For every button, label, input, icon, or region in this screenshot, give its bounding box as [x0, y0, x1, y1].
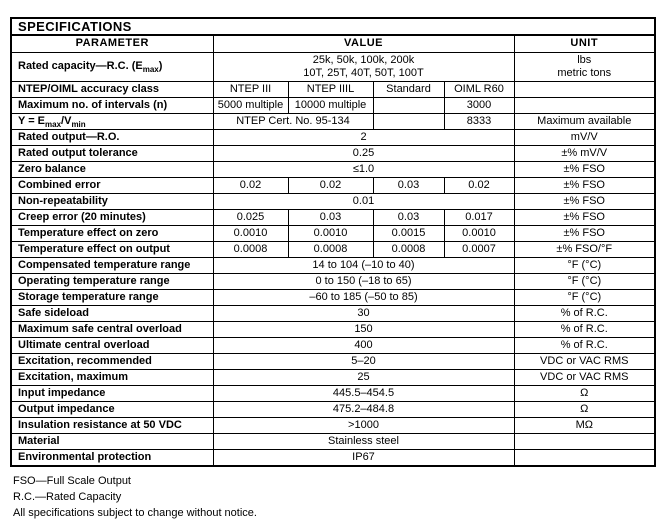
- value-cell: 0.0010: [444, 225, 514, 241]
- value-cell: 0.03: [373, 177, 444, 193]
- footnote-line: R.C.—Rated Capacity: [13, 490, 122, 503]
- parameter-cell: Zero balance: [11, 161, 213, 177]
- value-cell: 0.0015: [373, 225, 444, 241]
- value-cell: 5000 multiple: [213, 97, 288, 113]
- value-cell: 14 to 104 (–10 to 40): [213, 257, 514, 273]
- unit-cell: [514, 81, 655, 97]
- unit-cell: % of R.C.: [514, 321, 655, 337]
- table-title: SPECIFICATIONS: [11, 18, 655, 35]
- value-cell: 0.0008: [288, 241, 373, 257]
- unit-cell: ±% FSO/°F: [514, 241, 655, 257]
- table-row: [11, 145, 655, 161]
- parameter-cell: NTEP/OIML accuracy class: [11, 81, 213, 97]
- value-cell: 3000: [444, 97, 514, 113]
- specifications-table: [10, 17, 656, 467]
- value-cell: 0.03: [373, 209, 444, 225]
- unit-cell: lbs metric tons: [514, 52, 655, 81]
- table-row: [11, 273, 655, 289]
- value-cell: IP67: [213, 449, 514, 466]
- value-cell: 400: [213, 337, 514, 353]
- value-cell: 0.0008: [213, 241, 288, 257]
- value-cell: 0.025: [213, 209, 288, 225]
- value-cell: 0.017: [444, 209, 514, 225]
- table-row: [11, 81, 655, 97]
- parameter-cell: Ultimate central overload: [11, 337, 213, 353]
- table-row: [11, 209, 655, 225]
- value-cell: Stainless steel: [213, 433, 514, 449]
- value-cell: 0.25: [213, 145, 514, 161]
- unit-cell: °F (°C): [514, 273, 655, 289]
- parameter-cell: Non-repeatability: [11, 193, 213, 209]
- unit-cell: % of R.C.: [514, 337, 655, 353]
- table-row: [11, 177, 655, 193]
- table-row: [11, 289, 655, 305]
- table-row: [11, 113, 655, 129]
- value-cell: 0.0010: [288, 225, 373, 241]
- parameter-cell: Maximum no. of intervals (n): [11, 97, 213, 113]
- table-row: [11, 161, 655, 177]
- value-cell: 10000 multiple: [288, 97, 373, 113]
- column-header-parameter: PARAMETER: [11, 35, 213, 52]
- unit-cell: Ω: [514, 385, 655, 401]
- unit-cell: ±% FSO: [514, 225, 655, 241]
- table-row: [11, 433, 655, 449]
- value-cell: NTEP III: [213, 81, 288, 97]
- value-cell: OIML R60: [444, 81, 514, 97]
- footnote-line: All specifications subject to change without notice.: [13, 506, 257, 519]
- column-header-value: VALUE: [213, 35, 514, 52]
- value-cell: 0.02: [288, 177, 373, 193]
- value-cell: 0.01: [213, 193, 514, 209]
- parameter-cell: Excitation, recommended: [11, 353, 213, 369]
- value-cell: 475.2–484.8: [213, 401, 514, 417]
- parameter-cell: Operating temperature range: [11, 273, 213, 289]
- value-cell: 0.02: [213, 177, 288, 193]
- table-row: [11, 385, 655, 401]
- table-row: [11, 401, 655, 417]
- value-cell: 0.0008: [373, 241, 444, 257]
- table-row: [11, 449, 655, 466]
- parameter-cell: Rated output—R.O.: [11, 129, 213, 145]
- value-cell: ≤1.0: [213, 161, 514, 177]
- unit-cell: [514, 433, 655, 449]
- value-cell: 0.0010: [213, 225, 288, 241]
- table-row: [11, 321, 655, 337]
- value-cell: Standard: [373, 81, 444, 97]
- parameter-cell: Creep error (20 minutes): [11, 209, 213, 225]
- unit-cell: ±% FSO: [514, 193, 655, 209]
- unit-cell: ±% FSO: [514, 177, 655, 193]
- value-cell: 30: [213, 305, 514, 321]
- parameter-cell: Input impedance: [11, 385, 213, 401]
- unit-cell: VDC or VAC RMS: [514, 353, 655, 369]
- value-cell: 0.03: [288, 209, 373, 225]
- value-cell: >1000: [213, 417, 514, 433]
- table-row: [11, 369, 655, 385]
- value-cell: 2: [213, 129, 514, 145]
- unit-cell: Maximum available: [514, 113, 655, 129]
- table-row: [11, 52, 655, 81]
- value-cell: NTEP IIIL: [288, 81, 373, 97]
- parameter-cell: Rated capacity—R.C. $(E_{max})$: [11, 52, 213, 81]
- unit-cell: Ω: [514, 401, 655, 417]
- parameter-cell: Compensated temperature range: [11, 257, 213, 273]
- value-cell: –60 to 185 (–50 to 85): [213, 289, 514, 305]
- parameter-cell: Temperature effect on zero: [11, 225, 213, 241]
- unit-cell: [514, 97, 655, 113]
- table-title-row: [11, 18, 655, 35]
- unit-cell: [514, 449, 655, 466]
- value-cell: [373, 97, 444, 113]
- parameter-cell: Excitation, maximum: [11, 369, 213, 385]
- value-cell: 150: [213, 321, 514, 337]
- table-row: [11, 129, 655, 145]
- unit-cell: mV/V: [514, 129, 655, 145]
- footnotes: [13, 473, 667, 519]
- unit-cell: MΩ: [514, 417, 655, 433]
- value-cell: 0 to 150 (–18 to 65): [213, 273, 514, 289]
- parameter-cell: Material: [11, 433, 213, 449]
- table-row: [11, 353, 655, 369]
- table-row: [11, 417, 655, 433]
- value-cell: NTEP Cert. No. 95-134: [213, 113, 373, 129]
- unit-cell: °F (°C): [514, 257, 655, 273]
- value-cell: 8333: [444, 113, 514, 129]
- table-row: [11, 305, 655, 321]
- column-header-row: [11, 35, 655, 52]
- table-row: [11, 241, 655, 257]
- unit-cell: % of R.C.: [514, 305, 655, 321]
- unit-cell: ±% mV/V: [514, 145, 655, 161]
- value-cell: 445.5–454.5: [213, 385, 514, 401]
- value-cell: 25k, 50k, 100k, 200k 10T, 25T, 40T, 50T, 100T: [213, 52, 514, 81]
- unit-cell: VDC or VAC RMS: [514, 369, 655, 385]
- value-cell: 25: [213, 369, 514, 385]
- table-row: [11, 225, 655, 241]
- unit-cell: ±% FSO: [514, 161, 655, 177]
- spec-table-body: [11, 52, 655, 466]
- value-cell: [373, 113, 444, 129]
- parameter-cell: Safe sideload: [11, 305, 213, 321]
- unit-cell: °F (°C): [514, 289, 655, 305]
- parameter-cell: Output impedance: [11, 401, 213, 417]
- parameter-cell: Temperature effect on output: [11, 241, 213, 257]
- table-row: [11, 257, 655, 273]
- parameter-cell: Storage temperature range: [11, 289, 213, 305]
- table-row: [11, 193, 655, 209]
- value-cell: 0.02: [444, 177, 514, 193]
- parameter-cell: Environmental protection: [11, 449, 213, 466]
- parameter-cell: Rated output tolerance: [11, 145, 213, 161]
- unit-cell: ±% FSO: [514, 209, 655, 225]
- column-header-unit: UNIT: [514, 35, 655, 52]
- parameter-cell: Maximum safe central overload: [11, 321, 213, 337]
- parameter-cell: $Y = E_{max}/V_{min}$: [11, 113, 213, 129]
- table-row: [11, 97, 655, 113]
- value-cell: 5–20: [213, 353, 514, 369]
- table-row: [11, 337, 655, 353]
- value-cell: 0.0007: [444, 241, 514, 257]
- parameter-cell: Insulation resistance at 50 VDC: [11, 417, 213, 433]
- parameter-cell: Combined error: [11, 177, 213, 193]
- footnote-line: FSO—Full Scale Output: [13, 474, 131, 487]
